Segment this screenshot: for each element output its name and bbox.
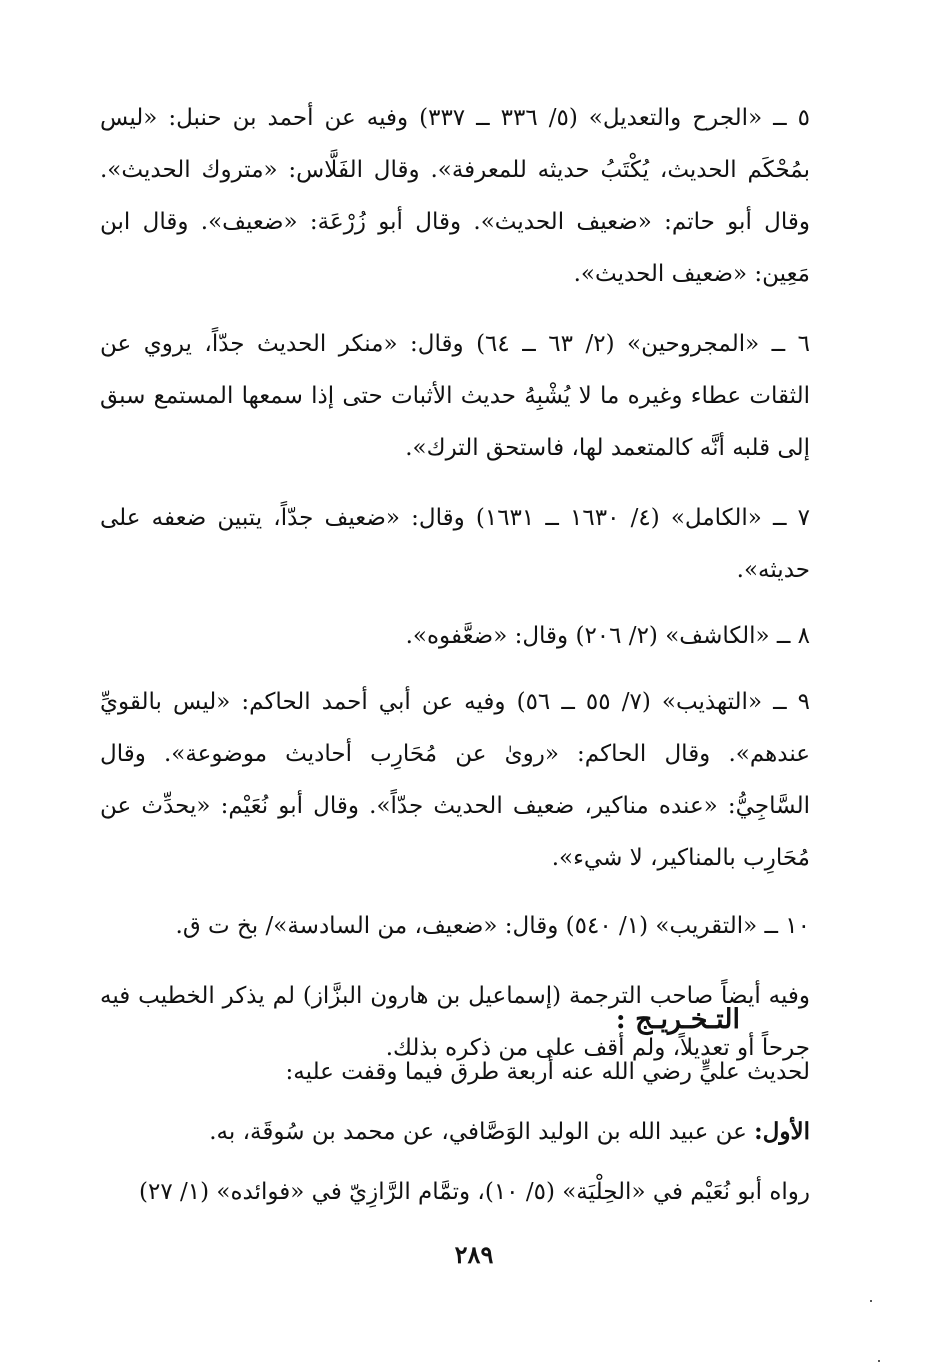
note-5: ٥ ــ «الجرح والتعديل» (٥/ ٣٣٦ ــ ٣٣٧) وفيه عن أحمد بن حنبل: «ليس بمُحْكَم الحديث، يُكْتَبُ حديثه للمعرفة». وقال الفَلَّاس: «متروك الحديث». وقال أبو حاتم: «ضعيف الحديث». وقال أبو زُرْعَة: «ضعيف». وقال ابن مَعِين: «ضعيف الحديث». bbox=[100, 105, 810, 287]
first-way-label: الأول: bbox=[754, 1118, 810, 1145]
page-number: ٢٨٩ bbox=[454, 1240, 494, 1269]
note-6: ٦ ــ «المجروحين» (٢/ ٦٣ ــ ٦٤) وقال: «منكر الحديث جدّاً، يروي عن الثقات عطاء وغيره ما لا يُشْبِهُ حديث الأثبات حتى إذا سمعها المستمع سبق إلى قلبه أنَّه كالمتعمد لها، فاستحق الترك». bbox=[100, 331, 810, 461]
note-10: ١٠ ــ «التقريب» (١/ ٥٤٠) وقال: «ضعيف، من السادسة»/ بخ ت ق. bbox=[175, 913, 810, 939]
citation-line: رواه أبو نُعَيْم في «الحِلْيَة» (٥/ ١٠)، وتمَّام الرَّازِيّ في «فوائده» (١/ ٢٧) bbox=[139, 1179, 810, 1205]
summary-paragraph: وفيه أيضاً صاحب الترجمة (إسماعيل بن هارون البزَّاز) لم يذكر الخطيب فيه جرحاً أو تعديلاً، ولم أقف على من ذكره بذلك. bbox=[100, 983, 810, 1061]
scan-speck bbox=[878, 1360, 880, 1362]
note-7: ٧ ــ «الكامل» (٤/ ١٦٣٠ ــ ١٦٣١) وقال: «ضعيف جدّاً، يتبين ضعفه على حديثه». bbox=[100, 505, 810, 583]
note-8: ٨ ــ «الكاشف» (٢/ ٢٠٦) وقال: «ضعَّفوه». bbox=[405, 623, 810, 649]
scan-speck bbox=[870, 1300, 872, 1302]
takhrij-heading: التـخـريـج : bbox=[615, 1004, 740, 1035]
takhrij-intro: لحديث عليٍّ رضي الله عنه أربعة طرق فيما وقفت عليه: bbox=[285, 1059, 810, 1085]
first-way bbox=[100, 1106, 810, 1158]
first-way-text: عن عبيد الله بن الوليد الوَصَّافي، عن محمد بن سُوقَة، به. bbox=[209, 1119, 755, 1145]
takhrij-section bbox=[100, 1046, 810, 1218]
note-9: ٩ ــ «التهذيب» (٧/ ٥٥ ــ ٥٦) وفيه عن أبي أحمد الحاكم: «ليس بالقويِّ عندهم». وقال الحاكم: «روىٰ عن مُحَارِب أحاديث موضوعة». وقال السَّاجِيُّ: «عنده مناكير، ضعيف الحديث جدّاً». وقال أبو نُعَيْم: «يحدِّث عن مُحَارِب بالمناكير، لا شيء». bbox=[100, 689, 810, 871]
apparatus-notes bbox=[100, 92, 810, 1074]
